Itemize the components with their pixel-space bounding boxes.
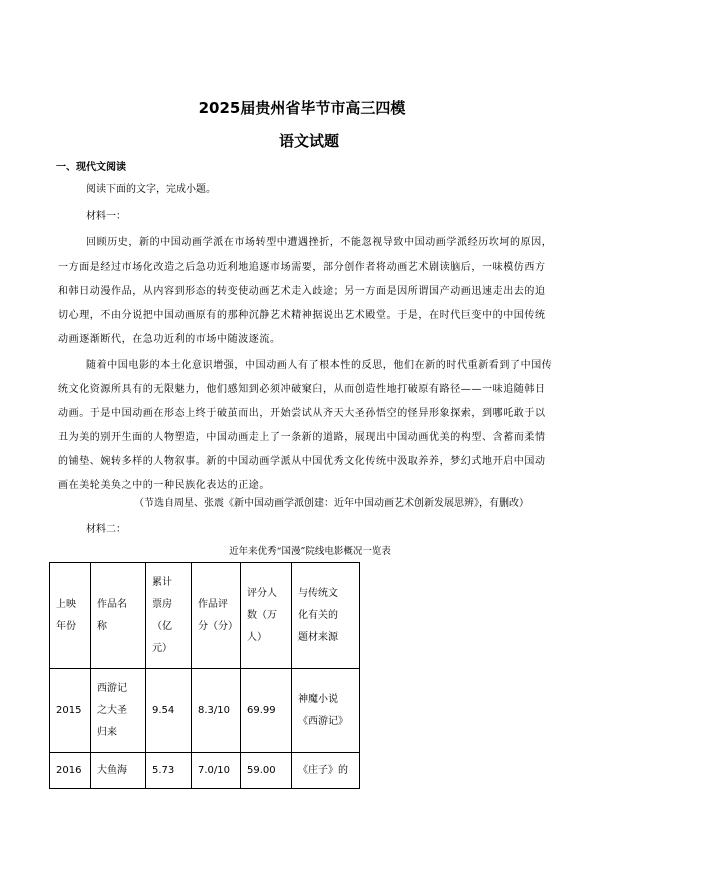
header-text: 化有关的	[298, 609, 338, 621]
header-text: 评分人	[247, 587, 277, 599]
cell-text: 归来	[97, 726, 117, 738]
material1-line: 回顾历史，新的中国动画学派在市场转型中遭遇挫折，不能忽视导致中国动画学派经历坎坷的原因，	[86, 237, 553, 248]
cell-text: 之大圣	[97, 704, 127, 716]
header-cell	[50, 563, 91, 669]
header-cell	[91, 563, 146, 669]
header-text: 票房	[152, 598, 172, 610]
cell-text: 69.99	[247, 704, 276, 716]
header-text: 作品评	[198, 598, 228, 610]
cell-text: 《庄子》的	[298, 764, 348, 776]
table-cell	[241, 753, 292, 789]
material1-line: 动画。于是中国动画在形态上终于破茧而出，开始尝试从齐天大圣孙悟空的怪异形象探索，到哪吒敢于以	[58, 408, 546, 419]
material1-line: 随着中国电影的本土化意识增强，中国动画人有了根本性的反思，他们在新的时代重新看到了中国传	[86, 360, 553, 371]
cell-text: 9.54	[152, 704, 175, 716]
table-cell	[146, 669, 192, 753]
material2-label: 材料二：	[86, 524, 126, 535]
material1-line: 切心理，不由分说把中国动画原有的那种沉静艺术精神据说出艺术殿堂。于是，在时代巨变中的中国传统	[58, 310, 546, 321]
table-cell	[91, 753, 146, 789]
header-text: 累计	[152, 576, 172, 588]
header-text: 人）	[247, 631, 267, 643]
material1-line: 画在美轮美奂之中的一种民族化表达的正途。	[58, 480, 270, 491]
header-cell	[292, 563, 360, 669]
material1-line: 的铺垫、婉转多样的人物叙事。新的中国动画学派从中国优秀文化传统中汲取养养，梦幻式地开启中国动	[58, 456, 546, 467]
cell-text: 2016	[56, 764, 82, 776]
table-cell	[241, 669, 292, 753]
cell-text: 《西游记》	[298, 715, 348, 727]
header-cell	[241, 563, 292, 669]
table-caption: 近年来优秀“国漫”院线电影概况一览表	[229, 546, 391, 557]
header-cell	[146, 563, 192, 669]
cell-text: 5.73	[152, 764, 175, 776]
table-row	[50, 669, 360, 753]
header-cell	[192, 563, 241, 669]
table-cell	[50, 753, 91, 789]
header-text: 作品名	[97, 598, 127, 610]
cell-text: 8.3/10	[198, 704, 230, 716]
table-cell	[50, 669, 91, 753]
material1-source: （节选自周星、张震《新中国动画学派创建：近年中国动画艺术创新发展思辨》，有删改）	[134, 498, 529, 509]
cell-text: 西游记	[97, 682, 127, 694]
header-text: 分（分）	[198, 620, 238, 632]
table-cell	[292, 669, 360, 753]
table-cell	[146, 753, 192, 789]
material1-line: 统文化资源所具有的无限魅力，他们感知到必须冲破窠臼，从而创造性地打破原有路径——一味追随韩日	[58, 384, 546, 395]
table-header-row	[50, 563, 360, 669]
table-cell	[192, 669, 241, 753]
film-table	[49, 562, 360, 789]
header-text: 与传统文	[298, 587, 338, 599]
instruction-text: 阅读下面的文字，完成小题。	[86, 184, 216, 195]
table-cell	[292, 753, 360, 789]
header-text: 元）	[152, 642, 172, 654]
header-text: 年份	[56, 620, 76, 632]
table-cell	[91, 669, 146, 753]
section-heading: 一、现代文阅读	[56, 162, 126, 173]
document-title: 2025届贵州省毕节市高三四模	[198, 99, 406, 117]
cell-text: 7.0/10	[198, 764, 230, 776]
table-cell	[192, 753, 241, 789]
material1-label: 材料一：	[86, 211, 126, 222]
material1-line: 和韩日动漫作品，从内容到形态的转变使动画艺术走入歧途；另一方面是因所谓国产动画迅速走出去的迫	[58, 286, 546, 297]
header-text: 上映	[56, 598, 76, 610]
material1-line: 一方面是经过市场化改造之后急功近利地追逐市场需要，部分创作者将动画艺术剧读脑后，一味模仿西方	[58, 262, 546, 273]
header-text: （亿	[152, 620, 172, 632]
table-row	[50, 753, 360, 789]
cell-text: 大鱼海	[97, 764, 127, 776]
header-text: 称	[97, 620, 107, 632]
material1-line: 动画逐渐断代，在急功近利的市场中随波逐流。	[58, 334, 281, 345]
document-subtitle: 语文试题	[278, 132, 339, 150]
header-text: 数（万	[247, 609, 277, 621]
cell-text: 59.00	[247, 764, 276, 776]
cell-text: 神魔小说	[298, 693, 338, 705]
cell-text: 2015	[56, 704, 82, 716]
material1-line: 丑为美的别开生面的人物塑造，中国动画走上了一条新的道路，展现出中国动画优美的构型、含蓄而柔情	[58, 432, 546, 443]
header-text: 题材来源	[298, 631, 338, 643]
